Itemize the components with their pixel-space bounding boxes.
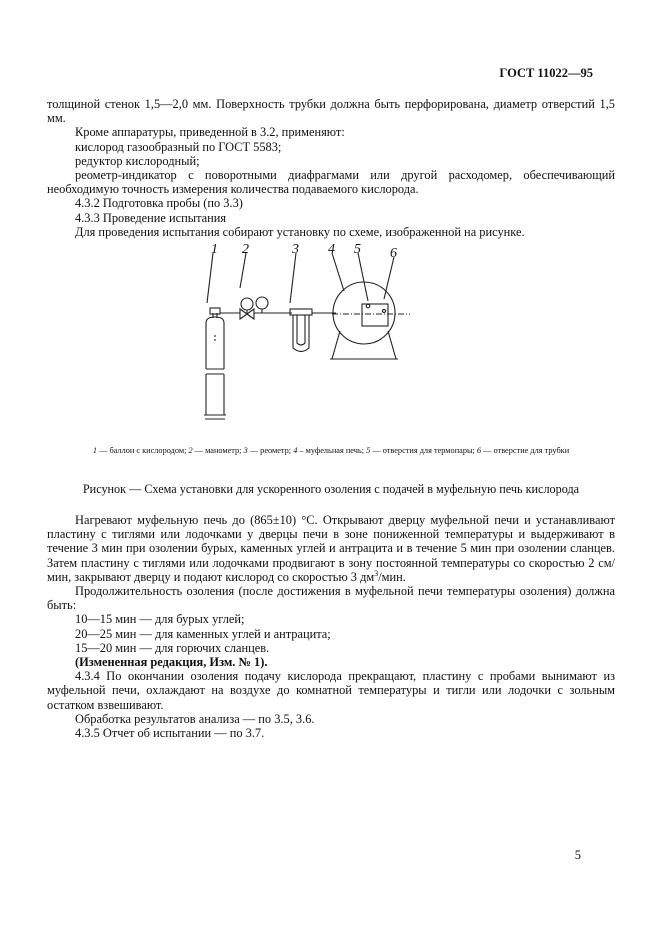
legend-text: — манометр; <box>192 446 244 455</box>
legend-num: 1 <box>92 446 97 455</box>
legend-num: 2 <box>188 446 193 455</box>
figure-label: 2 <box>242 243 249 257</box>
figure-label: 1 <box>211 243 218 257</box>
legend-text: — отверстия для термопары; <box>370 446 477 455</box>
figure-caption: Рисунок — Схема установки для ускоренного озоления с подачей в муфельную печь кислорода <box>82 482 580 496</box>
paragraph: кислород газообразный по ГОСТ 5583; <box>75 139 282 154</box>
paragraph-text: /мин. <box>378 569 406 584</box>
superscript: 3 <box>374 568 379 578</box>
legend-text: — отверстие для трубки <box>481 446 570 455</box>
figure-label: 3 <box>292 243 299 257</box>
paragraph: Обработка результатов анализа — по 3.5, 3.6. <box>75 711 315 726</box>
legend-num: 3 <box>243 446 248 455</box>
figure-label: 4 <box>328 243 335 257</box>
list-item: 10—15 мин — для бурых углей; <box>75 612 245 627</box>
legend-num: 4 <box>293 446 298 455</box>
legend-num: 6 <box>476 446 482 455</box>
legend-text: — реометр; <box>247 446 294 455</box>
paragraph: Для проведения испытания собирают установку по схеме, изображенной на рисунке. <box>75 224 525 239</box>
section-heading: 4.3.3 Проведение испытания <box>75 210 227 225</box>
legend-text: — баллон с кислородом; <box>97 446 189 455</box>
paragraph: 4.3.4 По окончании озоления подачу кислорода прекращают, пластину с пробами вынимают из муфельной печи, охлаждают на воздухе до комнатной температуры и тигли или лодочки с зольным остатком взвешивают. <box>47 669 615 712</box>
paragraph: Кроме аппаратуры, приведенной в 3.2, применяют: <box>75 125 345 140</box>
section-heading: 4.3.2 Подготовка пробы (по 3.3) <box>75 196 243 211</box>
paragraph: толщиной стенок 1,5—2,0 мм. Поверхность трубки должна быть перфорирована, диаметр отверстий 1,5 мм. <box>47 97 615 126</box>
list-item: 15—20 мин — для горючих сланцев. <box>75 640 270 655</box>
list-item: 20—25 мин — для каменных углей и антрацита; <box>75 626 331 641</box>
paragraph: редуктор кислородный; <box>75 153 200 168</box>
revision-note: (Измененная редакция, Изм. № 1). <box>75 655 268 670</box>
paragraph: Продолжительность озоления (после достижения в муфельной печи температуры озоления) должна быть: <box>47 584 615 613</box>
figure-label: 5 <box>354 243 361 257</box>
figure-legend <box>47 445 615 457</box>
legend-text: – муфельная печь; <box>297 446 367 455</box>
top-text-block <box>47 97 615 239</box>
paragraph: 4.3.5 Отчет об испытании — по 3.7. <box>75 726 265 741</box>
paragraph-text: Нагревают муфельную печь до (865±10) °С. Открывают дверцу муфельной печи и устанавливают пластину с тиглями или лодочками у дверцы печи в зоне пониженной температуры и выдерживают в течение 3 мин при озолении бурых, каменных углей и антрацита и в течение 5 мин при озолении сланцев. Затем пластину с тиглями или лодочками продвигают в зону постоянной температуры со скоростью 2 см/мин, закрывают дверцу и подают кислород со скоростью 3 дм <box>47 513 615 584</box>
paragraph: реометр-индикатор с поворотными диафрагмами или другой расходомер, обеспечивающий необходимую точность измерения количества подаваемого кислорода. <box>47 168 615 197</box>
paragraph <box>47 513 615 584</box>
apparatus-diagram <box>180 243 440 423</box>
bottom-text-block <box>47 513 615 740</box>
legend-num: 5 <box>366 446 371 455</box>
document-header: ГОСТ 11022—95 <box>499 66 593 80</box>
figure-label: 6 <box>390 246 397 261</box>
page-number: 5 <box>574 848 581 862</box>
